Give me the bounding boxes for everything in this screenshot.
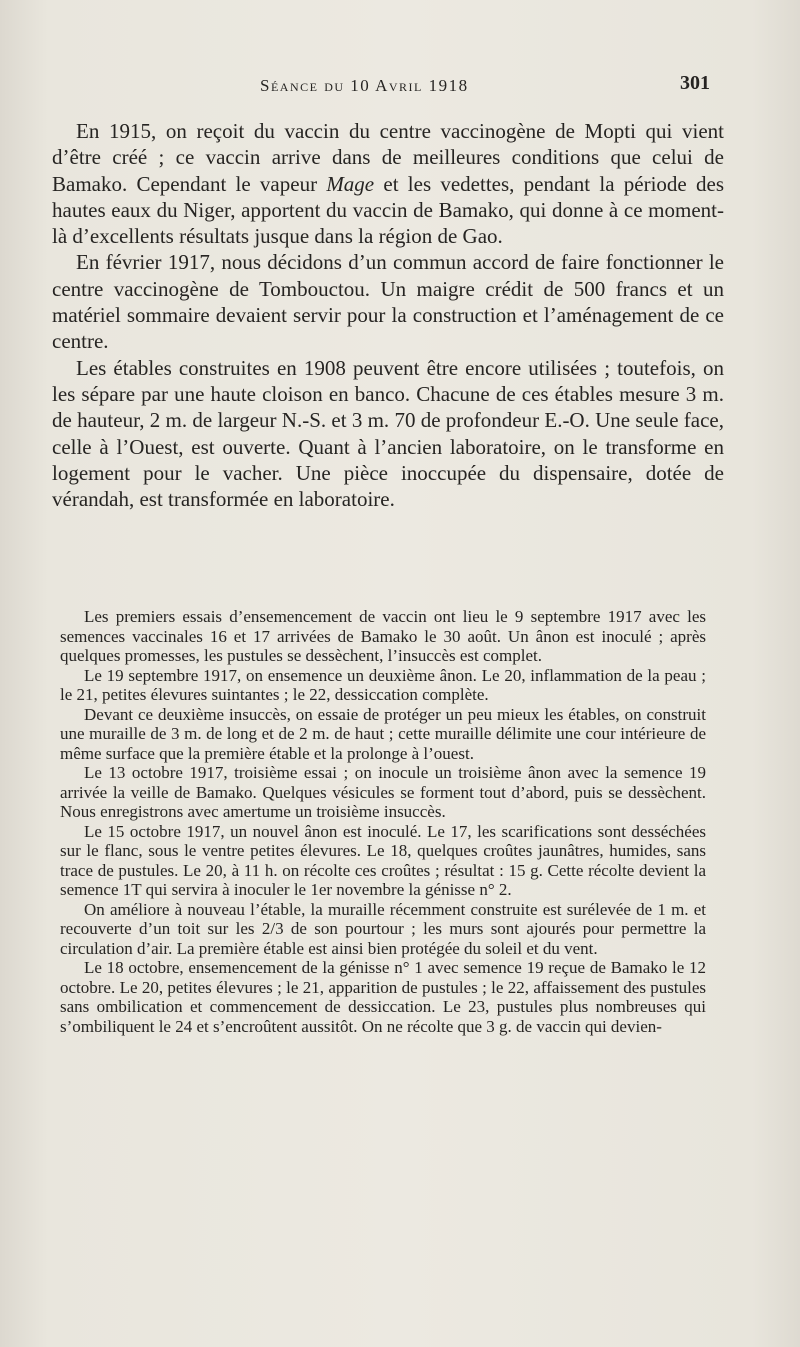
notes-section: [60, 607, 706, 1036]
note-heifer-inoculation: Le 18 octobre, ensemencement de la génisse n° 1 avec semence 19 reçue de Bamako le 12 octobre. Le 20, petites élevures ; le 21, apparition de pustules ; le 22, affaissement des pustules sans ombilication et commencement de dessiccation. Le 23, pustules plus nombreuses qui s’ombiliquent le 24 et s’encroûtent aussitôt. On ne récolte que 3 g. de vaccin qui devien-: [60, 958, 706, 1036]
paragraph-vaccine-supply-text-b: et les vedettes, pendant la période des hautes eaux du Niger, apportent du vaccin de Bamako, qui donne à ce moment-là d’excellents résultats jusque dans la région de Gao.: [52, 171, 724, 249]
main-text: [52, 118, 724, 512]
running-head: Séance du 10 Avril 1918: [260, 76, 469, 95]
page-header: [60, 70, 710, 104]
ship-name: Mage: [326, 171, 375, 196]
paragraph-vaccine-supply: [52, 118, 724, 249]
note-stable-improvement: On améliore à nouveau l’étable, la muraille récemment construite est surélevée de 1 m. et recouverte d’un toit sur les 2/3 de son pourtour ; les murs sont ajourés pour permettre la circulation d’air. La première étable est ainsi bien protégée du soleil et du vent.: [60, 899, 706, 958]
note-first-trials: Les premiers essais d’ensemencement de vaccin ont lieu le 9 septembre 1917 avec les semences vaccinales 16 et 17 arrivées de Bamako le 30 août. Un ânon est inoculé ; après quelques promesses, les pustules se dessèchent, l’insuccès est complet.: [60, 607, 706, 665]
page-number: 301: [680, 72, 710, 94]
paragraph-tombouctou-centre: En février 1917, nous décidons d’un commun accord de faire fonctionner le centre vaccinogène de Tombouctou. Un maigre crédit de 500 francs et un matériel sommaire devaient servir pour la construction et l’aménagement de ce centre.: [52, 250, 724, 354]
paragraph-stables: Les étables construites en 1908 peuvent être encore utilisées ; toutefois, on les sépare par une haute cloison en banco. Chacune de ces étables mesure 3 m. de hauteur, 2 m. de largeur N.-S. et 3 m. 70 de profondeur E.-O. Une seule face, celle à l’Ouest, est ouverte. Quant à l’ancien laboratoire, on le transforme en logement pour le vacher. Une pièce inoccupée du dispensaire, dotée de vérandah, est transformée en laboratoire.: [52, 355, 724, 512]
note-wall-construction: Devant ce deuxième insuccès, on essaie de protéger un peu mieux les étables, on construit une muraille de 3 m. de long et de 2 m. de haut ; cette muraille délimite une cour intérieure de même surface que la première étable et la prolonge à l’ouest.: [60, 704, 706, 763]
note-third-trial: Le 13 octobre 1917, troisième essai ; on inocule un troisième ânon avec la semence 19 arrivée la veille de Bamako. Quelques vésicules se forment tout d’abord, puis se dessèchent. Nous enregistrons avec amertume un troisième insuccès.: [60, 763, 706, 821]
note-fourth-trial: Le 15 octobre 1917, un nouvel ânon est inoculé. Le 17, les scarifications sont desséchées sur le flanc, sous le ventre petites élevures. Le 18, quelques croûtes jaunâtres, humides, sans trace de pustules. Le 20, à 11 h. on récolte ces croûtes ; résultat : 15 g. Cette récolte devient la semence 1T qui servira à inoculer le 1er novembre la génisse n° 2.: [60, 821, 706, 899]
paragraph-vaccine-supply-text-a: En 1915, on reçoit du vaccin du centre vaccinogène de Mopti qui vient d’être créé ; ce vaccin arrive dans de meilleures conditions que celui de Bamako. Cependant le vapeur: [52, 119, 724, 196]
note-second-donkey: Le 19 septembre 1917, on ensemence un deuxième ânon. Le 20, inflammation de la peau ; le 21, petites élevures suintantes ; le 22, dessiccation complète.: [60, 665, 706, 704]
